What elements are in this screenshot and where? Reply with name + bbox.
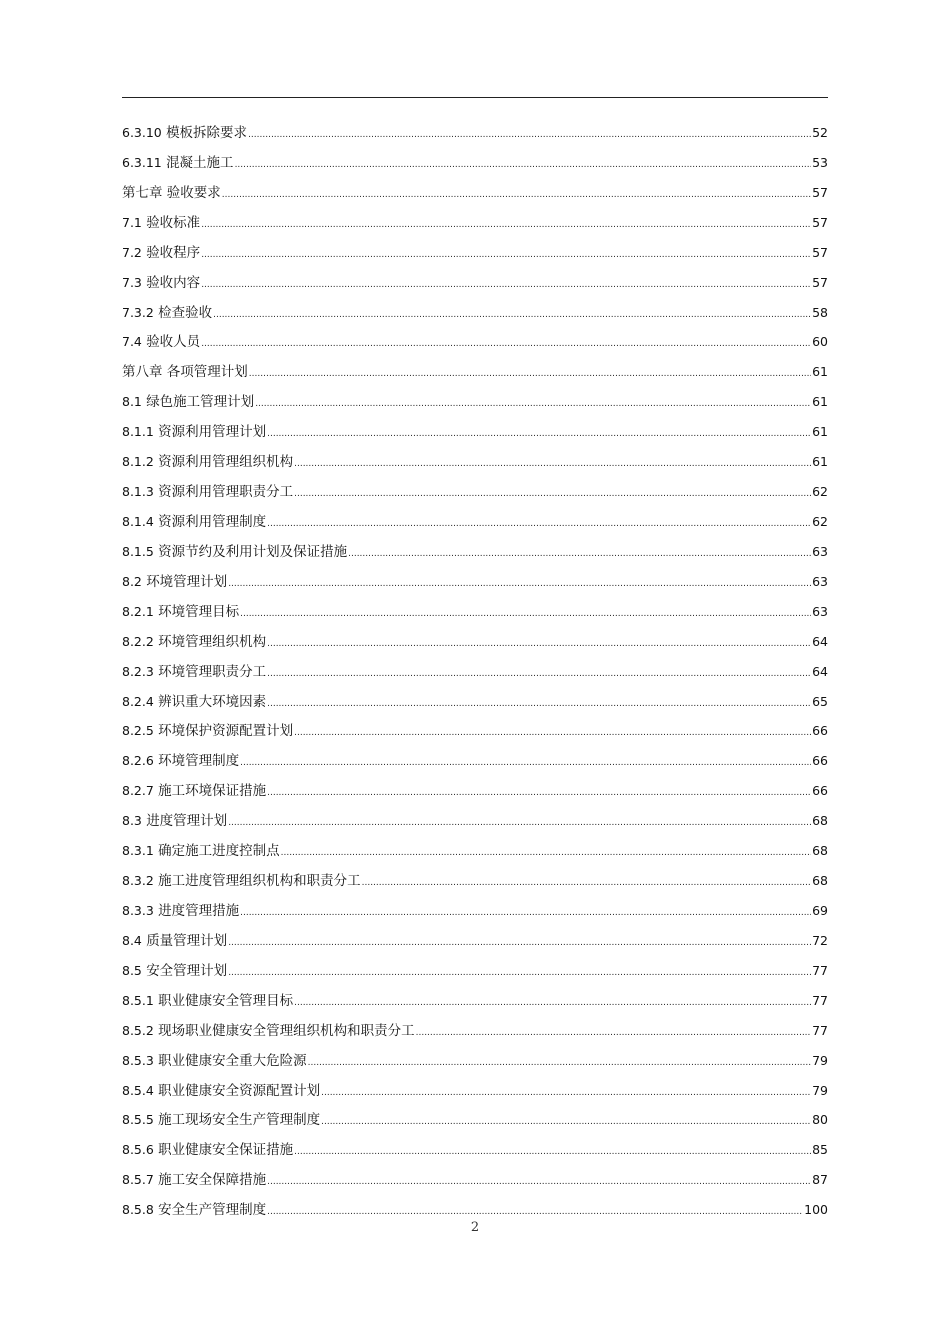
toc-entry-number: 8.2 (122, 573, 142, 589)
toc-entry[interactable] (122, 986, 828, 1016)
toc-entry-page: 79 (812, 1082, 828, 1098)
toc-entry[interactable] (122, 238, 828, 268)
toc-entry-page: 85 (812, 1142, 828, 1158)
toc-entry[interactable] (122, 327, 828, 357)
toc-entry-text: 质量管理计划 (146, 932, 228, 949)
toc-dot-leader (248, 121, 811, 151)
toc-entry-number: 8.2.1 (122, 603, 154, 619)
toc-dot-leader (235, 151, 812, 181)
toc-entry-text: 环境管理职责分工 (158, 663, 267, 680)
toc-entry-page: 68 (812, 813, 828, 829)
toc-entry-number: 8.2.3 (122, 663, 154, 679)
toc-entry-number: 8.2.5 (122, 723, 154, 739)
toc-entry-page: 66 (812, 753, 828, 769)
toc-entry-title (122, 358, 248, 388)
toc-dot-leader (201, 330, 811, 360)
toc-entry-text: 施工安全保障措施 (158, 1172, 267, 1189)
toc-entry-page: 66 (812, 723, 828, 739)
toc-entry-title (122, 986, 293, 1017)
toc-entry[interactable] (122, 956, 828, 986)
toc-entry-title (122, 208, 200, 239)
toc-entry-title (122, 1016, 415, 1047)
toc-dot-leader (255, 390, 811, 420)
toc-entry-title (122, 298, 212, 329)
toc-dot-leader (240, 749, 811, 779)
toc-entry-text: 进度管理措施 (158, 902, 240, 919)
toc-entry-number: 7.3 (122, 274, 142, 290)
toc-entry-text: 施工环境保证措施 (158, 783, 267, 800)
toc-entry-number: 7.2 (122, 244, 142, 260)
toc-entry-number: 8.5.1 (122, 992, 154, 1008)
toc-entry-number: 8.5.3 (122, 1052, 154, 1068)
table-of-contents (122, 118, 828, 1225)
toc-dot-leader (201, 241, 811, 271)
toc-entry[interactable] (122, 746, 828, 776)
toc-dot-leader (294, 450, 811, 480)
toc-entry-number: 8.5 (122, 962, 142, 978)
toc-dot-leader (294, 989, 811, 1019)
toc-entry-title (122, 1165, 266, 1196)
toc-dot-leader (201, 271, 811, 301)
toc-entry-title (122, 387, 254, 418)
toc-entry-title (122, 507, 266, 538)
toc-entry-number: 8.4 (122, 932, 142, 948)
toc-entry[interactable] (122, 507, 828, 537)
toc-entry-title (122, 627, 266, 658)
toc-entry-text: 施工进度管理组织机构和职责分工 (158, 873, 361, 890)
toc-entry-number: 8.2.2 (122, 633, 154, 649)
toc-entry-page: 61 (812, 364, 828, 380)
toc-entry[interactable] (122, 417, 828, 447)
toc-entry-page: 62 (812, 484, 828, 500)
toc-entry-page: 66 (812, 783, 828, 799)
toc-entry[interactable] (122, 387, 828, 417)
toc-dot-leader (228, 959, 811, 989)
toc-entry-number: 8.5.5 (122, 1112, 154, 1128)
toc-entry-text: 资源利用管理职责分工 (158, 484, 294, 501)
toc-dot-leader (294, 480, 811, 510)
toc-entry[interactable] (122, 597, 828, 627)
toc-dot-leader (308, 1049, 811, 1079)
toc-entry-page: 77 (812, 962, 828, 978)
toc-entry-number: 8.3 (122, 813, 142, 829)
toc-entry-title (122, 118, 247, 149)
toc-entry-title (122, 776, 266, 807)
toc-entry-number: 8.5.2 (122, 1022, 154, 1038)
toc-dot-leader (201, 211, 811, 241)
toc-entry[interactable] (122, 118, 828, 148)
toc-entry-title (122, 836, 280, 867)
toc-entry-text: 资源利用管理组织机构 (158, 454, 294, 471)
toc-entry-text: 确定施工进度控制点 (158, 843, 280, 860)
toc-entry[interactable] (122, 1046, 828, 1076)
toc-entry-number: 8.1.3 (122, 484, 154, 500)
toc-entry-page: 77 (812, 1022, 828, 1038)
toc-entry-text: 资源利用管理计划 (158, 424, 267, 441)
toc-entry-number: 8.2.7 (122, 783, 154, 799)
toc-entry[interactable] (122, 657, 828, 687)
toc-entry[interactable] (122, 298, 828, 328)
toc-entry[interactable] (122, 687, 828, 717)
toc-entry-number: 8.1.2 (122, 454, 154, 470)
toc-entry-page: 87 (812, 1172, 828, 1188)
toc-dot-leader (321, 1079, 811, 1109)
toc-dot-leader (416, 1019, 811, 1049)
toc-dot-leader (321, 1108, 811, 1138)
toc-entry-text: 第七章 验收要求 (122, 184, 221, 201)
toc-entry[interactable] (122, 357, 828, 387)
toc-entry-title (122, 268, 200, 299)
toc-entry-page: 69 (812, 902, 828, 918)
toc-entry-title (122, 417, 266, 448)
toc-entry-text: 职业健康安全管理目标 (158, 992, 294, 1009)
toc-entry-title (122, 597, 239, 628)
toc-entry[interactable] (122, 1016, 828, 1046)
toc-entry-text: 环境管理目标 (158, 603, 240, 620)
toc-entry-number: 8.1.1 (122, 424, 154, 440)
toc-entry-title (122, 896, 239, 927)
toc-entry-text: 第八章 各项管理计划 (122, 364, 248, 381)
toc-entry[interactable] (122, 537, 828, 567)
toc-entry[interactable] (122, 447, 828, 477)
toc-entry-title (122, 716, 293, 747)
toc-entry-title (122, 238, 200, 269)
toc-entry-text: 安全管理计划 (146, 962, 228, 979)
toc-entry-title (122, 1105, 320, 1136)
toc-entry-title (122, 657, 266, 688)
toc-entry-text: 职业健康安全重大危险源 (158, 1052, 307, 1069)
toc-entry-text: 验收程序 (146, 244, 201, 261)
toc-entry-title (122, 1135, 293, 1166)
toc-entry-text: 混凝土施工 (166, 154, 234, 171)
toc-entry-page: 57 (812, 274, 828, 290)
toc-entry-number: 7.1 (122, 214, 142, 230)
toc-entry-page: 61 (812, 454, 828, 470)
toc-entry[interactable] (122, 148, 828, 178)
toc-entry-number: 6.3.10 (122, 125, 162, 140)
toc-entry-title (122, 179, 221, 209)
toc-entry[interactable] (122, 896, 828, 926)
header-rule (122, 97, 828, 98)
toc-entry-text: 现场职业健康安全管理组织机构和职责分工 (158, 1022, 415, 1039)
toc-dot-leader (249, 360, 811, 390)
toc-dot-leader (213, 301, 811, 331)
toc-entry[interactable] (122, 866, 828, 896)
toc-entry-text: 环境保护资源配置计划 (158, 723, 294, 740)
toc-entry-text: 资源节约及利用计划及保证措施 (158, 543, 348, 560)
toc-entry-text: 安全生产管理制度 (158, 1202, 267, 1219)
toc-entry-text: 职业健康安全保证措施 (158, 1142, 294, 1159)
toc-entry-text: 检查验收 (158, 304, 213, 321)
toc-entry-page: 72 (812, 932, 828, 948)
toc-dot-leader (362, 869, 811, 899)
toc-entry-title (122, 1076, 320, 1107)
toc-entry-title (122, 687, 266, 718)
toc-entry-page: 62 (812, 513, 828, 529)
toc-dot-leader (222, 181, 811, 211)
toc-entry-title (122, 327, 200, 358)
toc-dot-leader (294, 1138, 811, 1168)
toc-dot-leader (240, 600, 811, 630)
toc-dot-leader (294, 719, 811, 749)
toc-entry-page: 63 (812, 603, 828, 619)
page-number: 2 (470, 1220, 480, 1235)
toc-entry-page: 68 (812, 843, 828, 859)
toc-entry[interactable] (122, 1076, 828, 1106)
toc-dot-leader (228, 809, 811, 839)
toc-entry-title (122, 477, 293, 508)
toc-entry-title (122, 956, 227, 987)
toc-entry-title (122, 926, 227, 957)
toc-dot-leader (267, 690, 811, 720)
toc-entry-text: 职业健康安全资源配置计划 (158, 1082, 321, 1099)
toc-entry-page: 57 (812, 244, 828, 260)
toc-entry-number: 8.2.4 (122, 693, 154, 709)
toc-entry-page: 64 (812, 663, 828, 679)
toc-entry-number: 8.2.6 (122, 753, 154, 769)
toc-entry[interactable] (122, 1165, 828, 1195)
toc-entry-page: 100 (804, 1202, 828, 1218)
toc-entry-page: 80 (812, 1112, 828, 1128)
toc-entry-page: 64 (812, 633, 828, 649)
toc-dot-leader (267, 779, 811, 809)
toc-dot-leader (267, 1168, 811, 1198)
toc-entry-number: 8.5.6 (122, 1142, 154, 1158)
toc-entry-text: 模板拆除要求 (166, 125, 248, 141)
toc-entry-text: 环境管理组织机构 (158, 633, 267, 650)
toc-entry-number: 8.1 (122, 394, 142, 410)
toc-entry-page: 61 (812, 394, 828, 410)
toc-entry-page: 58 (812, 304, 828, 320)
toc-entry-number: 8.5.4 (122, 1082, 154, 1098)
toc-entry[interactable] (122, 627, 828, 657)
toc-entry-page: 63 (812, 573, 828, 589)
toc-entry[interactable] (122, 178, 828, 208)
toc-entry-page: 57 (812, 214, 828, 230)
toc-entry-text: 验收内容 (146, 274, 201, 291)
toc-entry-number: 8.1.5 (122, 543, 154, 559)
toc-entry-page: 63 (812, 543, 828, 559)
toc-entry-page: 52 (812, 125, 828, 140)
toc-entry[interactable] (122, 208, 828, 238)
toc-entry[interactable] (122, 477, 828, 507)
toc-entry-number: 8.5.8 (122, 1202, 154, 1218)
toc-entry[interactable] (122, 836, 828, 866)
toc-entry-text: 进度管理计划 (146, 813, 228, 830)
toc-entry-number: 8.1.4 (122, 513, 154, 529)
toc-entry-title (122, 746, 239, 777)
toc-dot-leader (228, 570, 811, 600)
toc-dot-leader (267, 420, 811, 450)
toc-entry-text: 绿色施工管理计划 (146, 394, 255, 411)
toc-entry-number: 6.3.11 (122, 154, 162, 170)
toc-entry-number: 8.3.2 (122, 873, 154, 889)
toc-entry-title (122, 866, 361, 897)
toc-entry-title (122, 806, 227, 837)
toc-entry-page: 65 (812, 693, 828, 709)
toc-entry-number: 8.3.3 (122, 902, 154, 918)
toc-dot-leader (267, 510, 811, 540)
toc-entry-number: 7.3.2 (122, 304, 154, 320)
toc-entry-title (122, 1046, 307, 1077)
toc-entry-page: 61 (812, 424, 828, 440)
toc-entry-text: 验收标准 (146, 214, 201, 231)
toc-entry[interactable] (122, 1105, 828, 1135)
toc-dot-leader (281, 839, 811, 869)
toc-dot-leader (348, 540, 811, 570)
toc-entry-number: 8.5.7 (122, 1172, 154, 1188)
toc-entry-page: 53 (812, 154, 828, 170)
toc-entry-text: 验收人员 (146, 334, 201, 351)
toc-entry-number: 8.3.1 (122, 843, 154, 859)
toc-entry[interactable] (122, 268, 828, 298)
toc-entry-text: 施工现场安全生产管理制度 (158, 1112, 321, 1129)
toc-entry-text: 环境管理制度 (158, 753, 240, 770)
toc-entry-page: 57 (812, 184, 828, 200)
toc-entry[interactable] (122, 776, 828, 806)
toc-entry-title (122, 537, 347, 568)
toc-entry[interactable] (122, 806, 828, 836)
toc-entry-title (122, 567, 227, 598)
toc-entry-text: 资源利用管理制度 (158, 513, 267, 530)
toc-entry-title (122, 447, 293, 478)
toc-entry-text: 环境管理计划 (146, 573, 228, 590)
toc-entry-page: 68 (812, 873, 828, 889)
toc-dot-leader (228, 929, 811, 959)
toc-entry-page: 79 (812, 1052, 828, 1068)
toc-entry-page: 60 (812, 334, 828, 350)
toc-dot-leader (267, 630, 811, 660)
toc-entry[interactable] (122, 1135, 828, 1165)
toc-dot-leader (240, 899, 811, 929)
toc-entry-page: 77 (812, 992, 828, 1008)
toc-dot-leader (267, 660, 811, 690)
toc-entry-number: 7.4 (122, 334, 142, 350)
toc-entry-title (122, 148, 234, 179)
toc-entry[interactable] (122, 926, 828, 956)
toc-entry[interactable] (122, 716, 828, 746)
toc-entry[interactable] (122, 567, 828, 597)
toc-entry-text: 辨识重大环境因素 (158, 693, 267, 710)
